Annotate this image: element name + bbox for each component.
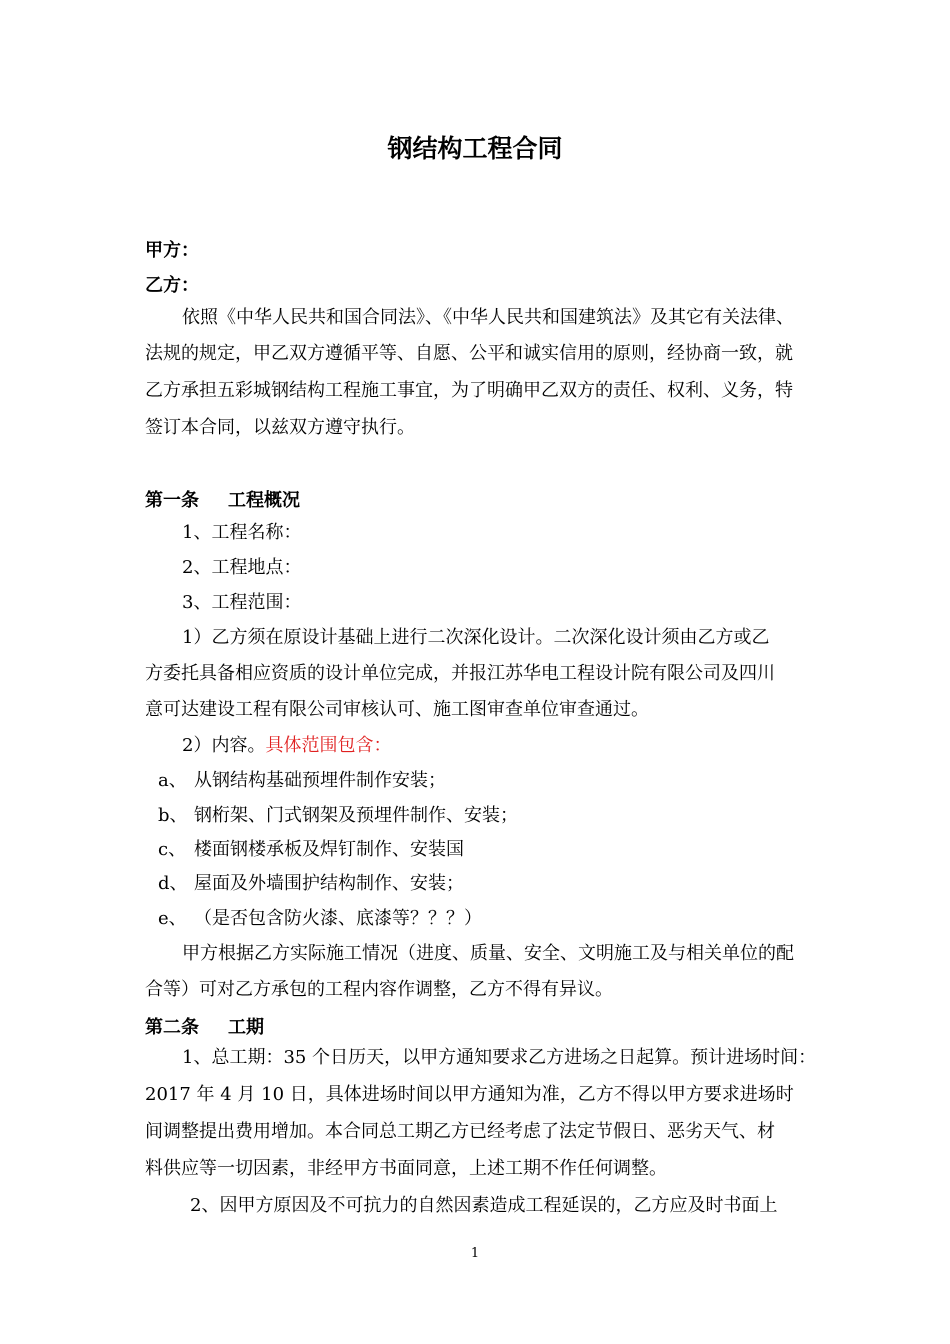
scope-item-text: 钢桁架、门式钢架及预埋件制作、安装；	[194, 805, 518, 826]
duration-line: 1、总工期：35 个日历天，以甲方通知要求乙方进场之日起算。预计进场时间：	[182, 1047, 817, 1068]
content-line	[182, 732, 391, 760]
scope-item-text: （是否包含防火漆、底漆等？？？）	[194, 908, 482, 929]
article2-number: 第二条	[145, 1017, 199, 1038]
article2-title: 工期	[228, 1017, 264, 1038]
project-name: 1、工程名称：	[182, 522, 302, 543]
scope-item-text: 楼面钢楼承板及焊钉制作、安装国	[194, 839, 464, 860]
design-line: 1）乙方须在原设计基础上进行二次深化设计。二次深化设计须由乙方或乙	[182, 627, 770, 648]
content-label: 2）内容。	[182, 735, 266, 756]
duration-line: 2017 年 4 月 10 日，具体进场时间以甲方通知为准，乙方不得以甲方要求进场时	[145, 1084, 794, 1105]
party-a-label: 甲方：	[145, 240, 199, 261]
project-scope: 3、工程范围：	[182, 592, 302, 613]
content-scope-red: 具体范围包含：	[265, 735, 392, 756]
party-b-label: 乙方：	[145, 275, 199, 296]
duration-line: 间调整提出费用增加。本合同总工期乙方已经考虑了法定节假日、恶劣天气、材	[145, 1121, 775, 1142]
scope-item-mark: e、	[158, 908, 187, 929]
intro-line: 依照《中华人民共和国合同法》、《中华人民共和国建筑法》及其它有关法律、	[182, 307, 794, 328]
intro-line: 签订本合同，以兹双方遵守执行。	[145, 417, 415, 438]
duration-line: 料供应等一切因素，非经甲方书面同意，上述工期不作任何调整。	[145, 1158, 667, 1179]
scope-item-mark: d、	[158, 873, 188, 894]
scope-item-mark: c、	[158, 839, 187, 860]
design-line: 方委托具备相应资质的设计单位完成，并报江苏华电工程设计院有限公司及四川	[145, 663, 775, 684]
scope-item-mark: b、	[158, 805, 188, 826]
design-line: 意可达建设工程有限公司审核认可、施工图审查单位审查通过。	[145, 699, 649, 720]
scope-item-text: 屋面及外墙围护结构制作、安装；	[194, 873, 464, 894]
intro-line: 乙方承担五彩城钢结构工程施工事宜，为了明确甲乙双方的责任、权利、义务，特	[145, 380, 793, 401]
project-location: 2、工程地点：	[182, 557, 302, 578]
delay-line: 2、因甲方原因及不可抗力的自然因素造成工程延误的，乙方应及时书面上	[190, 1195, 778, 1216]
article1-number: 第一条	[145, 490, 199, 511]
adjust-line: 甲方根据乙方实际施工情况（进度、质量、安全、文明施工及与相关单位的配	[182, 943, 794, 964]
scope-item-text: 从钢结构基础预埋件制作安装；	[194, 770, 446, 791]
intro-line: 法规的规定，甲乙双方遵循平等、自愿、公平和诚实信用的原则，经协商一致，就	[145, 343, 793, 364]
adjust-line: 合等）可对乙方承包的工程内容作调整，乙方不得有异议。	[145, 979, 613, 1000]
scope-item-mark: a、	[158, 770, 187, 791]
article1-title: 工程概况	[228, 490, 300, 511]
document-title: 钢结构工程合同	[387, 134, 563, 163]
page-number: 1	[470, 1246, 480, 1261]
